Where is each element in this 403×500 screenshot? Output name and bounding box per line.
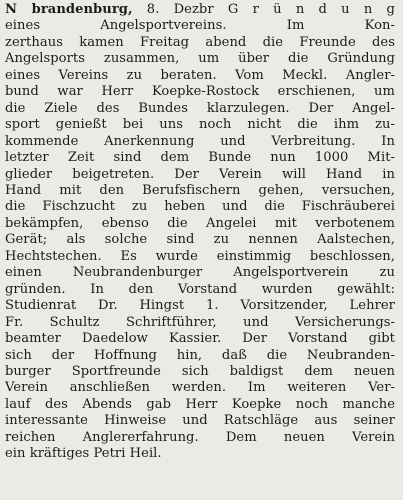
article-line-22: sich der Hoffnung hin, daß die Neubranden- bbox=[5, 347, 395, 363]
article-line-11: glieder beigetreten. Der Verein will Hand in bbox=[5, 166, 395, 182]
article-line-23: burger Sportfreunde sich baldigst dem neuen bbox=[5, 363, 395, 379]
dateline-place: N brandenburg, bbox=[5, 2, 133, 17]
article-line-24: Verein anschließen werden. Im weiteren Ver- bbox=[5, 380, 395, 396]
article-line-2: eines Angelsportvereins. Im Kon- bbox=[5, 18, 395, 34]
article-line-6: bund war Herr Koepke-Rostock erschienen, um bbox=[5, 84, 395, 100]
article-line-17: einen Neubrandenburger Angelsportverein zu bbox=[5, 265, 395, 281]
article-body bbox=[5, 2, 396, 463]
article-line-12: Hand mit den Berufsfischern gehen, versuchen, bbox=[5, 182, 395, 198]
article-line-15: Gerät; als solche sind zu nennen Aalstechen, bbox=[5, 232, 395, 248]
article-line-14: bekämpfen, ebenso die Angelei mit verbotenem bbox=[5, 215, 395, 231]
article-line-19: Studienrat Dr. Hingst 1. Vorsitzender, Lehrer bbox=[5, 298, 395, 314]
article-line-16: Hechtstechen. Es wurde einstimmig beschlossen, bbox=[5, 248, 395, 264]
article-line-4: Angelsports zusammen, um über die Gründung bbox=[5, 51, 395, 67]
article-line-27: reichen Anglererfahrung. Dem neuen Verein bbox=[5, 429, 395, 445]
article-line-13: die Fischzucht zu heben und die Fischräuberei bbox=[5, 199, 395, 215]
article-line-18: gründen. In den Vorstand wurden gewählt: bbox=[5, 281, 395, 297]
article-line-5: eines Vereins zu beraten. Vom Meckl. Angler- bbox=[5, 67, 395, 83]
article-line-20: Fr. Schultz Schriftführer, und Versicherungs- bbox=[5, 314, 395, 330]
article-line-9: kommende Anerkennung und Verbreitung. In bbox=[5, 133, 395, 149]
dateline-rest: 8. Dezbr G r ü n d u n g bbox=[132, 2, 395, 17]
article-line-26: interessante Hinweise und Ratschläge aus seiner bbox=[5, 413, 395, 429]
article-line-3: zerthaus kamen Freitag abend die Freunde des bbox=[5, 34, 395, 50]
article-line-10: letzter Zeit sind dem Bunde nun 1000 Mit- bbox=[5, 150, 395, 166]
article-line-28: ein kräftiges Petri Heil. bbox=[5, 446, 162, 462]
article-line-21: beamter Daedelow Kassier. Der Vorstand gibt bbox=[5, 331, 395, 347]
article-line-8: sport genießt bei uns noch nicht die ihm zu- bbox=[5, 117, 395, 133]
article-line-1 bbox=[5, 2, 395, 18]
article-line-25: lauf des Abends gab Herr Koepke noch manche bbox=[5, 396, 395, 412]
article-line-7: die Ziele des Bundes klarzulegen. Der Angel- bbox=[5, 100, 395, 116]
